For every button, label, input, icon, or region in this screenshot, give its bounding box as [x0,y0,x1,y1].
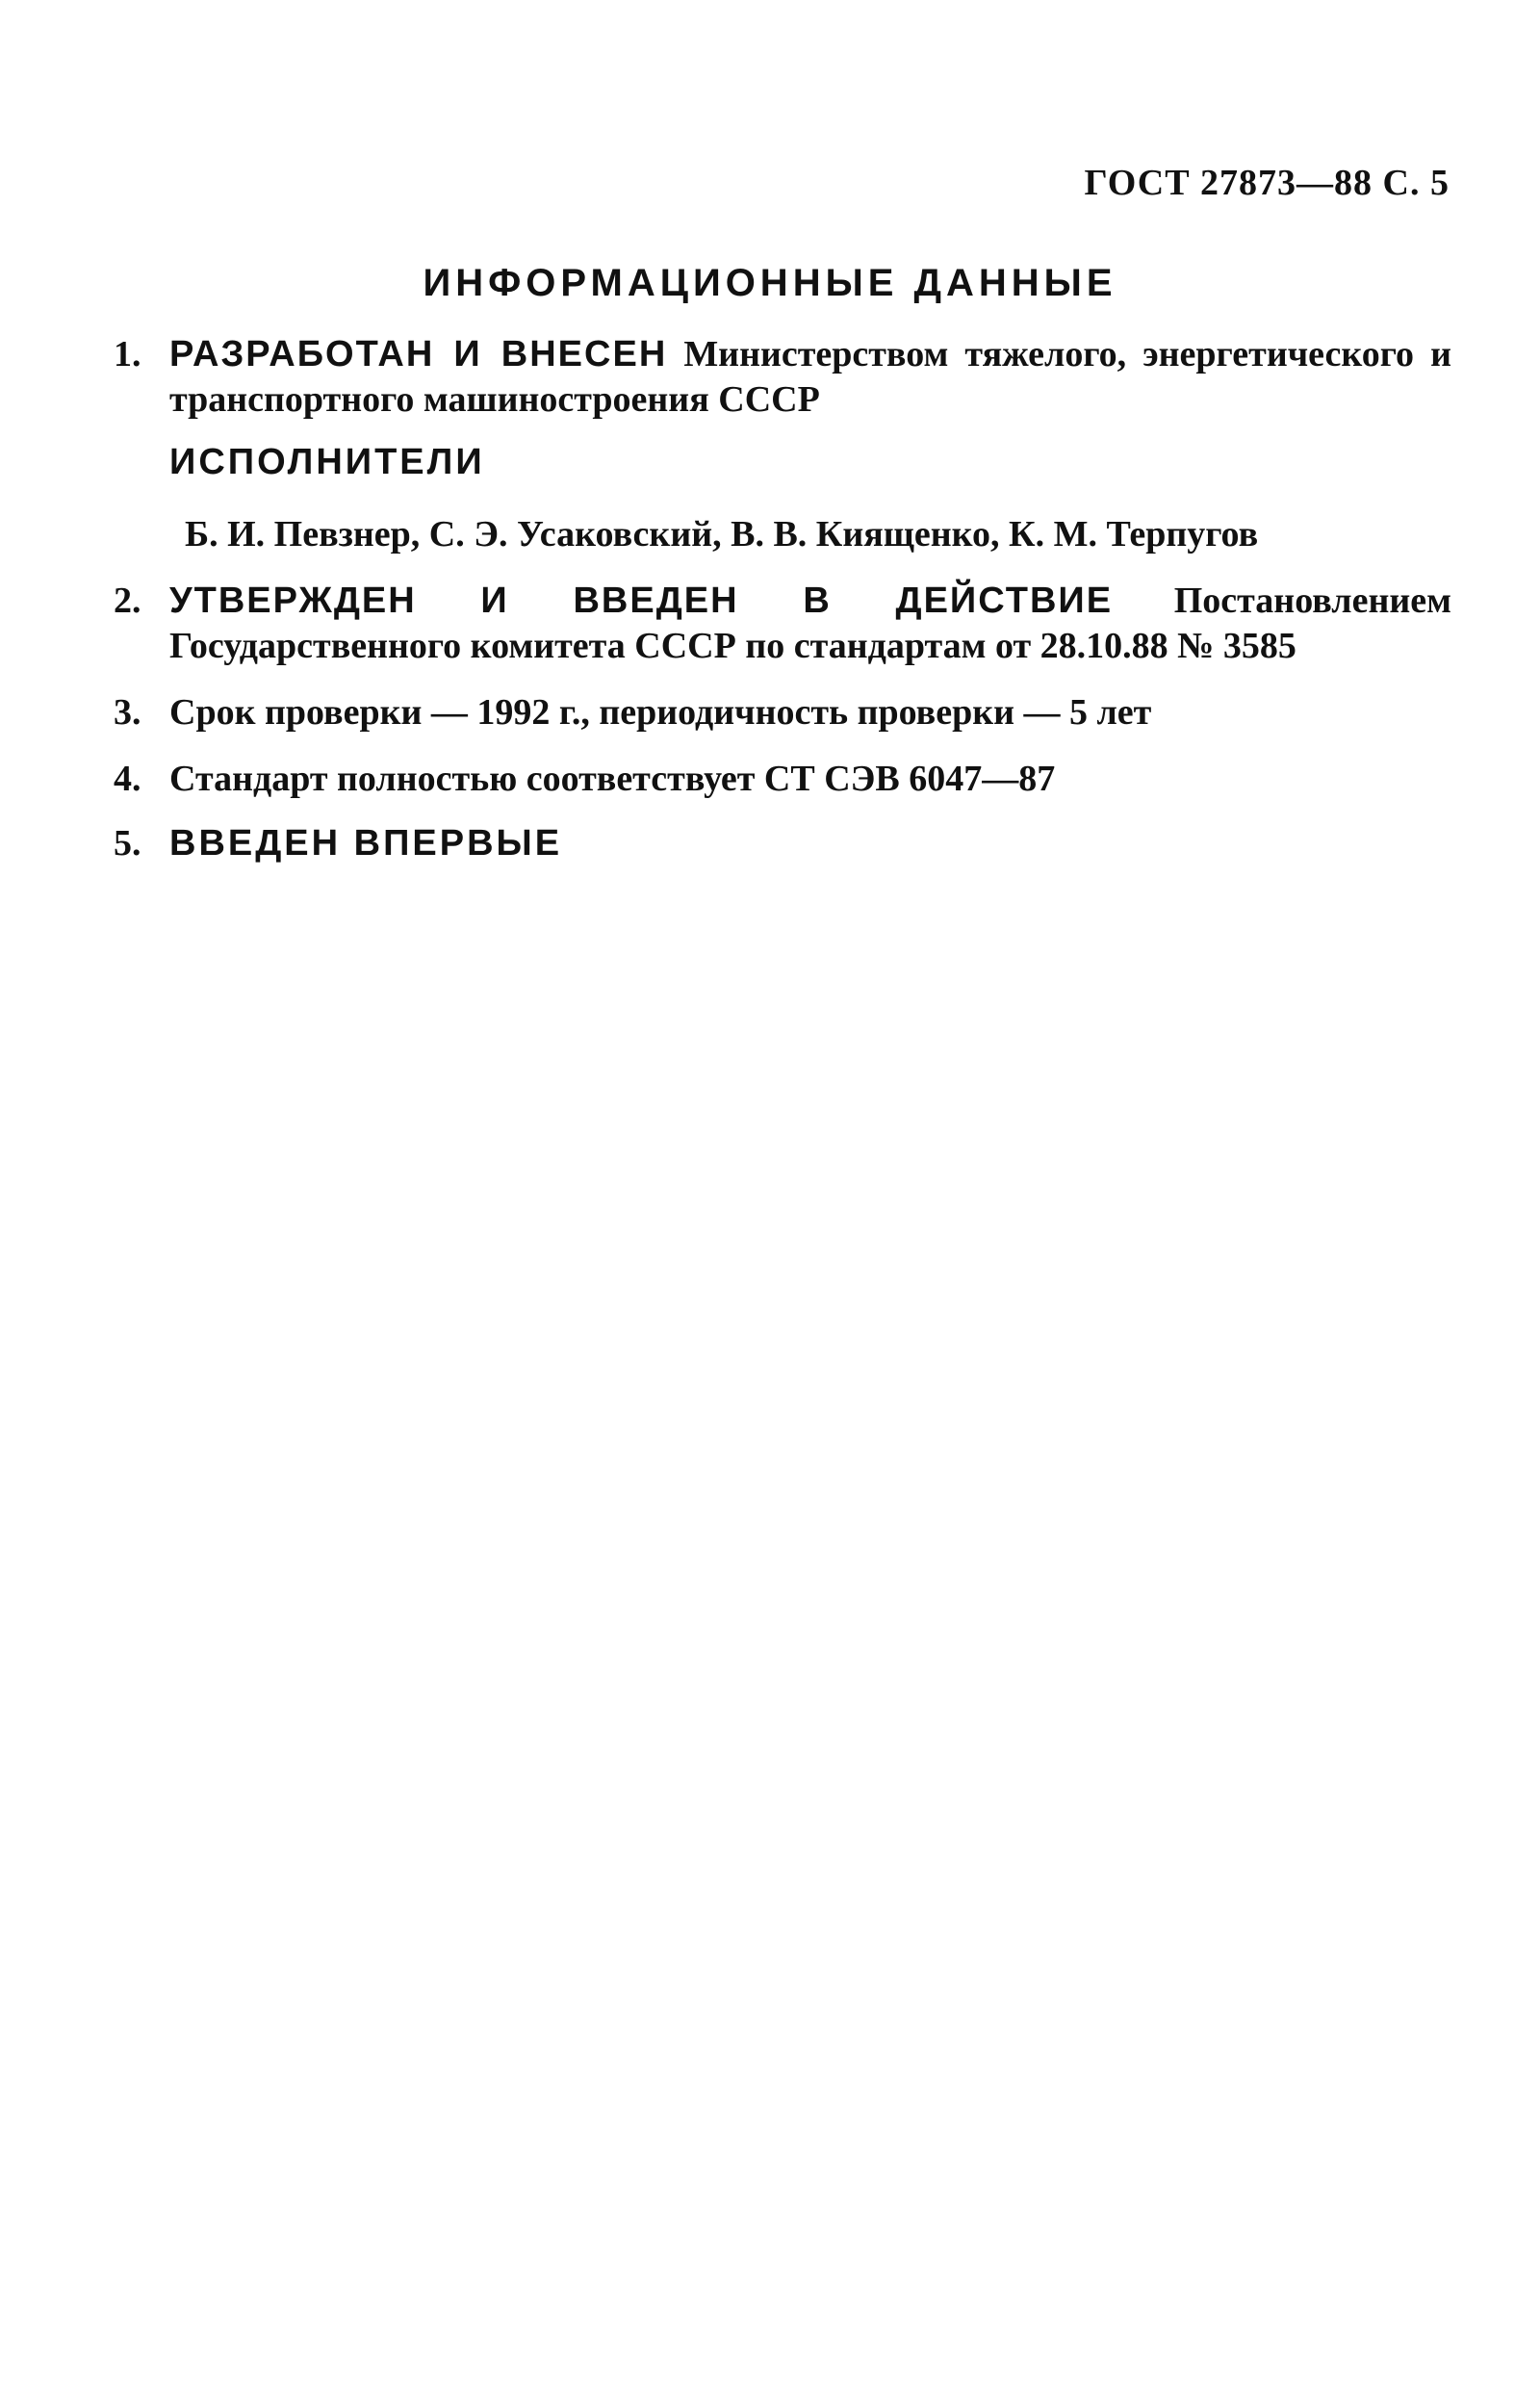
item-lead: РАЗРАБОТАН И ВНЕСЕН [169,334,668,374]
running-header: ГОСТ 27873—88 С. 5 [1084,163,1450,203]
item-number: 3. [114,692,141,733]
item-number: 2. [114,581,141,621]
item-text: Срок проверки — 1992 г., периодичность проверки — 5 лет [169,692,1152,733]
item-rest: Постановлением Государственного комитета СССР по стандартам от 28.10.88 № 3585 [169,581,1451,666]
information-list [114,332,1451,866]
item-text: ВВЕДЕН ВПЕРВЫЕ [169,823,563,864]
item-number: 4. [114,759,141,799]
list-item [114,757,1451,802]
item-number: 1. [114,334,141,374]
executors-heading: ИСПОЛНИТЕЛИ [169,442,485,482]
executors-list: Б. И. Певзнер, С. Э. Усаковский, В. В. Киященко, К. М. Терпугов [185,514,1259,555]
list-item [114,690,1451,735]
item-text [169,579,1451,669]
item-rest: Министерством тяжелого, энергетического и транспортного машиностроения СССР [169,334,1451,420]
list-item [114,579,1451,669]
list-item [114,332,1451,423]
item-text [169,332,1451,423]
list-item [114,821,1451,866]
document-title: ИНФОРМАЦИОННЫЕ ДАННЫЕ [423,262,1117,304]
item-text: Стандарт полностью соответствует СТ СЭВ 6047—87 [169,759,1056,799]
item-lead: УТВЕРЖДЕН И ВВЕДЕН В ДЕЙСТВИЕ [169,581,1114,621]
item-number: 5. [114,823,141,864]
